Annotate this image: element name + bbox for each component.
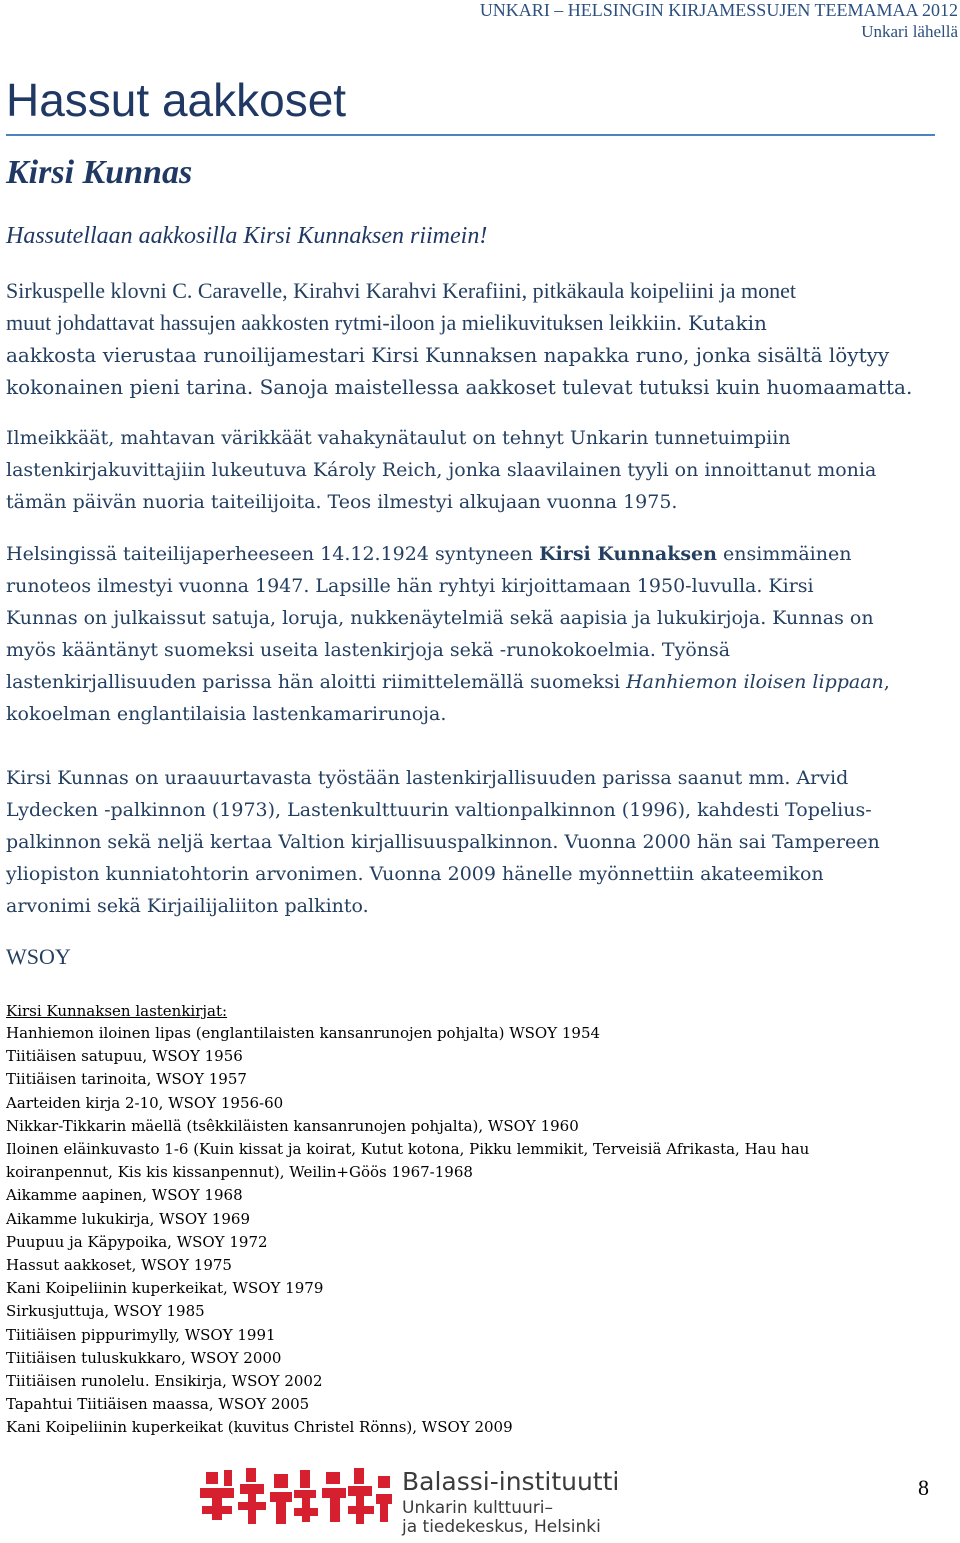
paragraph-line: Helsingissä taiteilijaperheeseen 14.12.1924 syntyneen Kirsi Kunnaksen ensimmäinen: [6, 543, 852, 565]
author-heading: Kirsi Kunnas: [6, 154, 193, 191]
paragraph-line: runoteos ilmestyi vuonna 1947. Lapsille hän ryhtyi kirjoittamaan 1950-luvulla. Kirsi: [6, 575, 814, 597]
list-item: Aikamme aapinen, WSOY 1968: [6, 1186, 243, 1205]
paragraph-line: lastenkirjallisuuden parissa hän aloitti riimittelemällä suomeksi Hanhiemon iloisen lippaan,: [6, 671, 890, 693]
intro-paragraph: [6, 275, 936, 403]
list-item: Tiitiäisen pippurimylly, WSOY 1991: [6, 1325, 276, 1344]
title-underline-rule: [6, 134, 935, 136]
page-title: Hassut aakkoset: [6, 74, 347, 126]
footer-org-line3: ja tiedekeskus, Helsinki: [402, 1517, 601, 1537]
balassi-logo-icon: [198, 1466, 394, 1530]
paragraph-line: Lydecken -palkinnon (1973), Lastenkulttuurin valtionpalkinnon (1996), kahdesti Topelius-: [6, 799, 872, 821]
paragraph-line: Kirsi Kunnas on uraauurtavasta työstään lastenkirjallisuuden parissa saanut mm. Arvid: [6, 767, 849, 789]
paragraph-line: Ilmeikkäät, mahtavan värikkäät vahakynätaulut on tehnyt Unkarin tunnetuimpiin: [6, 427, 791, 449]
paragraph-line: aakkosta vierustaa runoilijamestari Kirsi Kunnaksen napakka runo, jonka sisältä löytyy: [6, 343, 890, 367]
paragraph-line: muut johdattavat hassujen aakkosten rytmi-iloon ja mielikuvituksen leikkiin. Kutakin: [6, 310, 767, 335]
paragraph-line: Sirkuspelle klovni C. Caravelle, Kirahvi Karahvi Kerafiini, pitkäkaula koipeliini ja monet: [6, 278, 796, 303]
author-name-bold: Kirsi Kunnaksen: [539, 543, 717, 565]
paragraph-line: Kunnas on julkaissut satuja, loruja, nukkenäytelmiä sekä aapisia ja lukukirjoja. Kunnas on: [6, 607, 874, 629]
publisher-label: WSOY: [6, 944, 71, 969]
list-item: Tiitiäisen satupuu, WSOY 1956: [6, 1047, 243, 1066]
list-item: Hassut aakkoset, WSOY 1975: [6, 1256, 232, 1275]
list-item: Tiitiäisen runolelu. Ensikirja, WSOY 2002: [6, 1372, 323, 1391]
list-item: Kani Koipeliinin kuperkeikat (kuvitus Christel Rönns), WSOY 2009: [6, 1418, 513, 1437]
book-title-italic: Hanhiemon iloisen lippaan: [626, 671, 884, 693]
awards-paragraph: [6, 762, 936, 922]
footer-org-line2: Unkarin kulttuuri–: [402, 1498, 553, 1518]
paragraph-line: yliopiston kunniatohtorin arvonimen. Vuonna 2009 hänelle myönnettiin akateemikon: [6, 863, 824, 885]
list-item: Aikamme lukukirja, WSOY 1969: [6, 1209, 250, 1228]
page-number: 8: [918, 1475, 929, 1500]
list-item: Kani Koipeliinin kuperkeikat, WSOY 1979: [6, 1279, 324, 1298]
list-item: Hanhiemon iloinen lipas (englantilaisten kansanrunojen pohjalta) WSOY 1954: [6, 1024, 601, 1042]
list-item: Iloinen eläinkuvasto 1-6 (Kuin kissat ja koirat, Kutut kotona, Pikku lemmikit, Terveisiä Afrikasta, Hau hau: [6, 1140, 810, 1159]
paragraph-line: arvonimi sekä Kirjailijaliiton palkinto.: [6, 895, 369, 917]
paragraph-line: kokoelman englantilaisia lastenkamarirunoja.: [6, 703, 447, 725]
list-item: Sirkusjuttuja, WSOY 1985: [6, 1302, 205, 1321]
list-item: Tiitiäisen tarinoita, WSOY 1957: [6, 1070, 247, 1089]
books-heading: Kirsi Kunnaksen lastenkirjat:: [6, 1002, 228, 1020]
paragraph-line: palkinnon sekä neljä kertaa Valtion kirjallisuuspalkinnon. Vuonna 2000 hän sai Tampereen: [6, 831, 880, 853]
subtitle: Hassutellaan aakkosilla Kirsi Kunnaksen riimein!: [6, 223, 488, 249]
paragraph-line: myös kääntänyt suomeksi useita lastenkirjoja sekä -runokokoelmia. Työnsä: [6, 639, 731, 661]
biography-paragraph: [6, 538, 936, 730]
books-list: [6, 1022, 936, 1440]
list-item: Nikkar-Tikkarin mäellä (tsêkkiläisten kansanrunojen pohjalta), WSOY 1960: [6, 1116, 579, 1135]
running-header-subtitle: Unkari lähellä: [861, 22, 958, 41]
list-item: koiranpennut, Kis kis kissanpennut), Weilin+Göös 1967-1968: [6, 1163, 473, 1182]
paragraph-line: lastenkirjakuvittajiin lukeutuva Károly Reich, jonka slaavilainen tyyli on innoittanut monia: [6, 459, 877, 481]
running-header-title: UNKARI – HELSINGIN KIRJAMESSUJEN TEEMAMAA 2012: [479, 0, 958, 20]
list-item: Tiitiäisen tuluskukkaro, WSOY 2000: [6, 1348, 282, 1367]
illustrator-paragraph: [6, 422, 936, 518]
list-item: Tapahtui Tiitiäisen maassa, WSOY 2005: [6, 1395, 310, 1414]
paragraph-line: kokonainen pieni tarina. Sanoja maistellessa aakkoset tulevat tutuksi kuin huomaamatta.: [6, 375, 913, 399]
footer-org-name: Balassi-instituutti: [402, 1467, 620, 1496]
paragraph-line: tämän päivän nuoria taiteilijoita. Teos ilmestyi alkujaan vuonna 1975.: [6, 491, 678, 513]
list-item: Aarteiden kirja 2-10, WSOY 1956-60: [6, 1093, 284, 1112]
list-item: Puupuu ja Käpypoika, WSOY 1972: [6, 1232, 268, 1251]
